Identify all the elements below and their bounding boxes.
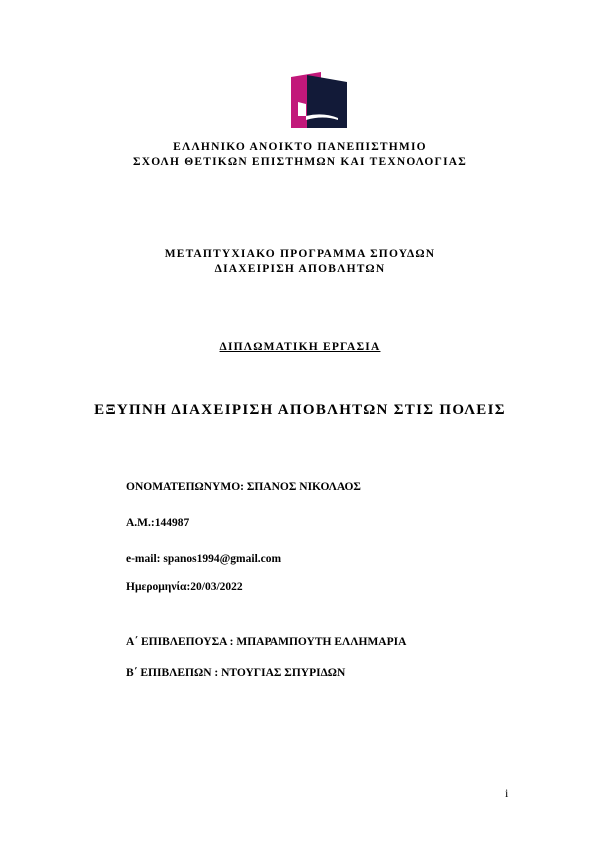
program-header <box>0 247 600 277</box>
student-id: Α.Μ.:144987 <box>126 517 190 529</box>
thesis-title: ΕΞΥΠΝΗ ΔΙΑΧΕΙΡΙΣΗ ΑΠΟΒΛΗΤΩΝ ΣΤΙΣ ΠΟΛΕΙΣ <box>94 402 506 418</box>
program-field: ΔΙΑΧΕΙΡΙΣΗ ΑΠΟΒΛΗΤΩΝ <box>214 263 386 275</box>
author-name: ΟΝΟΜΑΤΕΠΩΝΥΜΟ: ΣΠΑΝΟΣ ΝΙΚΟΛΑΟΣ <box>126 481 361 493</box>
university-header <box>0 140 600 170</box>
submission-date: Ημερομηνία:20/03/2022 <box>126 581 243 593</box>
second-supervisor: Β΄ ΕΠΙΒΛΕΠΩΝ : ΝΤΟΥΓΙΑΣ ΣΠΥΡΙΔΩΝ <box>126 667 346 679</box>
program-name: ΜΕΤΑΠΤΥΧΙΑΚΟ ΠΡΟΓΡΑΜΜΑ ΣΠΟΥΔΩΝ <box>164 248 436 260</box>
document-type: ΔΙΠΛΩΜΑΤΙΚΗ ΕΡΓΑΣΙΑ <box>219 341 381 353</box>
author-email: e-mail: spanos1994@gmail.com <box>126 553 282 565</box>
first-supervisor: Α΄ ΕΠΙΒΛΕΠΟΥΣΑ : ΜΠΑΡΑΜΠΟΥΤΗ ΕΛΛΗΜΑΡΙΑ <box>126 636 407 648</box>
university-logo-icon <box>291 72 347 128</box>
school-name: ΣΧΟΛΗ ΘΕΤΙΚΩΝ ΕΠΙΣΤΗΜΩΝ ΚΑΙ ΤΕΧΝΟΛΟΓΙΑΣ <box>133 156 467 168</box>
university-name: ΕΛΛΗΝΙΚΟ ΑΝΟΙΚΤΟ ΠΑΝΕΠΙΣΤΗΜΙΟ <box>173 141 427 153</box>
page-number: i <box>505 786 509 800</box>
